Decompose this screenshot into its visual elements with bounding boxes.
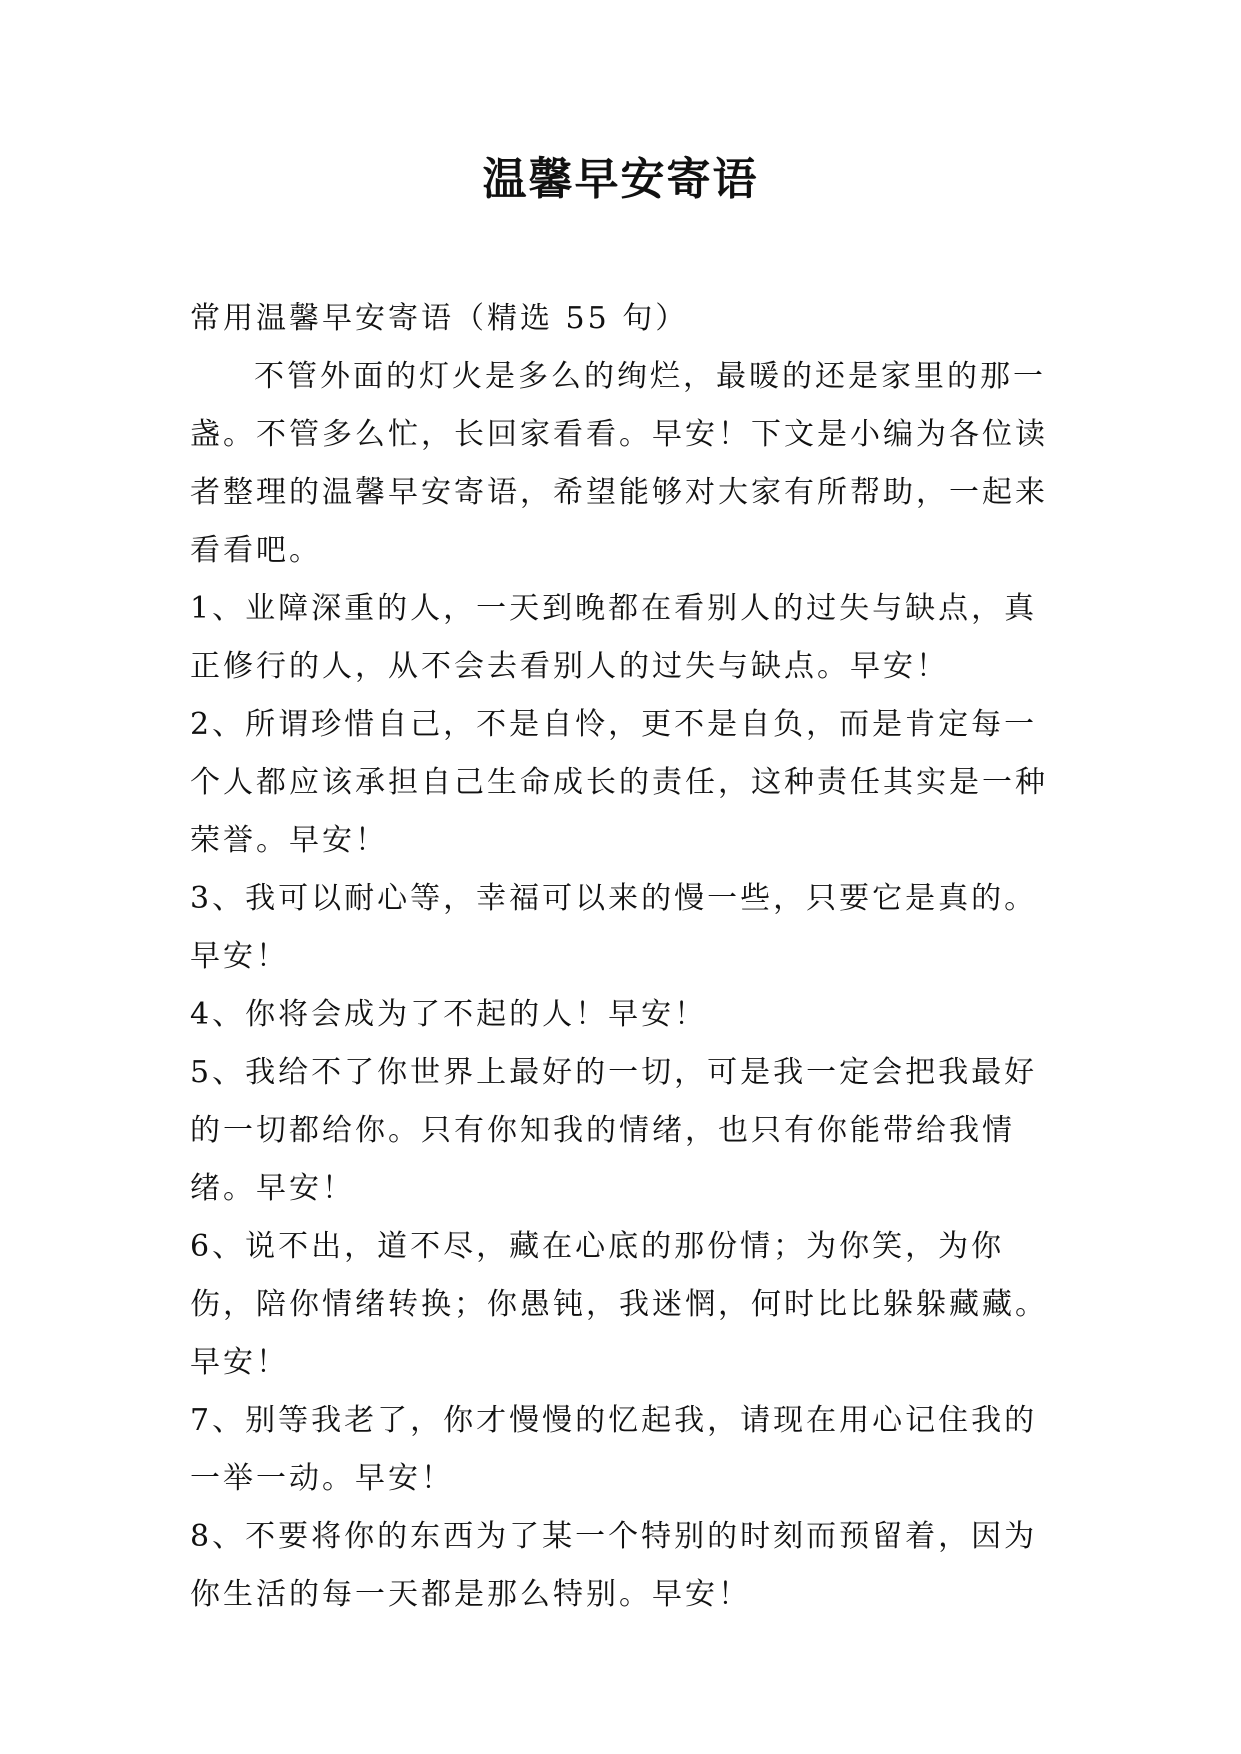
intro-paragraph: 不管外面的灯火是多么的绚烂，最暖的还是家里的那一盏。不管多么忙，长回家看看。早安！下文是小编为各位读者整理的温馨早安寄语，希望能够对大家有所帮助，一起来看看吧。 xyxy=(190,359,1048,568)
list-item-8: 8、不要将你的东西为了某一个特别的时刻而预留着，因为你生活的每一天都是那么特别。早安！ xyxy=(190,1519,1038,1612)
list-item-3: 3、我可以耐心等，幸福可以来的慢一些，只要它是真的。早安！ xyxy=(190,881,1038,974)
list-item-6: 6、说不出，道不尽，藏在心底的那份情；为你笑，为你伤，陪你情绪转换；你愚钝，我迷惘，何时比比躲躲藏藏。早安！ xyxy=(190,1229,1048,1380)
list-item-4: 4、你将会成为了不起的人！早安！ xyxy=(190,997,708,1032)
subtitle: 常用温馨早安寄语（精选 55 句） xyxy=(190,301,689,336)
list-item-1: 1、业障深重的人，一天到晚都在看别人的过失与缺点，真正修行的人，从不会去看别人的过失与缺点。早安！ xyxy=(190,591,1038,684)
list-item-2: 2、所谓珍惜自己，不是自怜，更不是自负，而是肯定每一个人都应该承担自己生命成长的责任，这种责任其实是一种荣誉。早安！ xyxy=(190,707,1048,858)
list-item-5: 5、我给不了你世界上最好的一切，可是我一定会把我最好的一切都给你。只有你知我的情绪，也只有你能带给我情绪。早安！ xyxy=(190,1055,1038,1206)
page-title: 温馨早安寄语 xyxy=(482,154,759,205)
document-body xyxy=(190,290,1060,1624)
list-item-7: 7、别等我老了，你才慢慢的忆起我，请现在用心记住我的一举一动。早安！ xyxy=(190,1403,1038,1496)
